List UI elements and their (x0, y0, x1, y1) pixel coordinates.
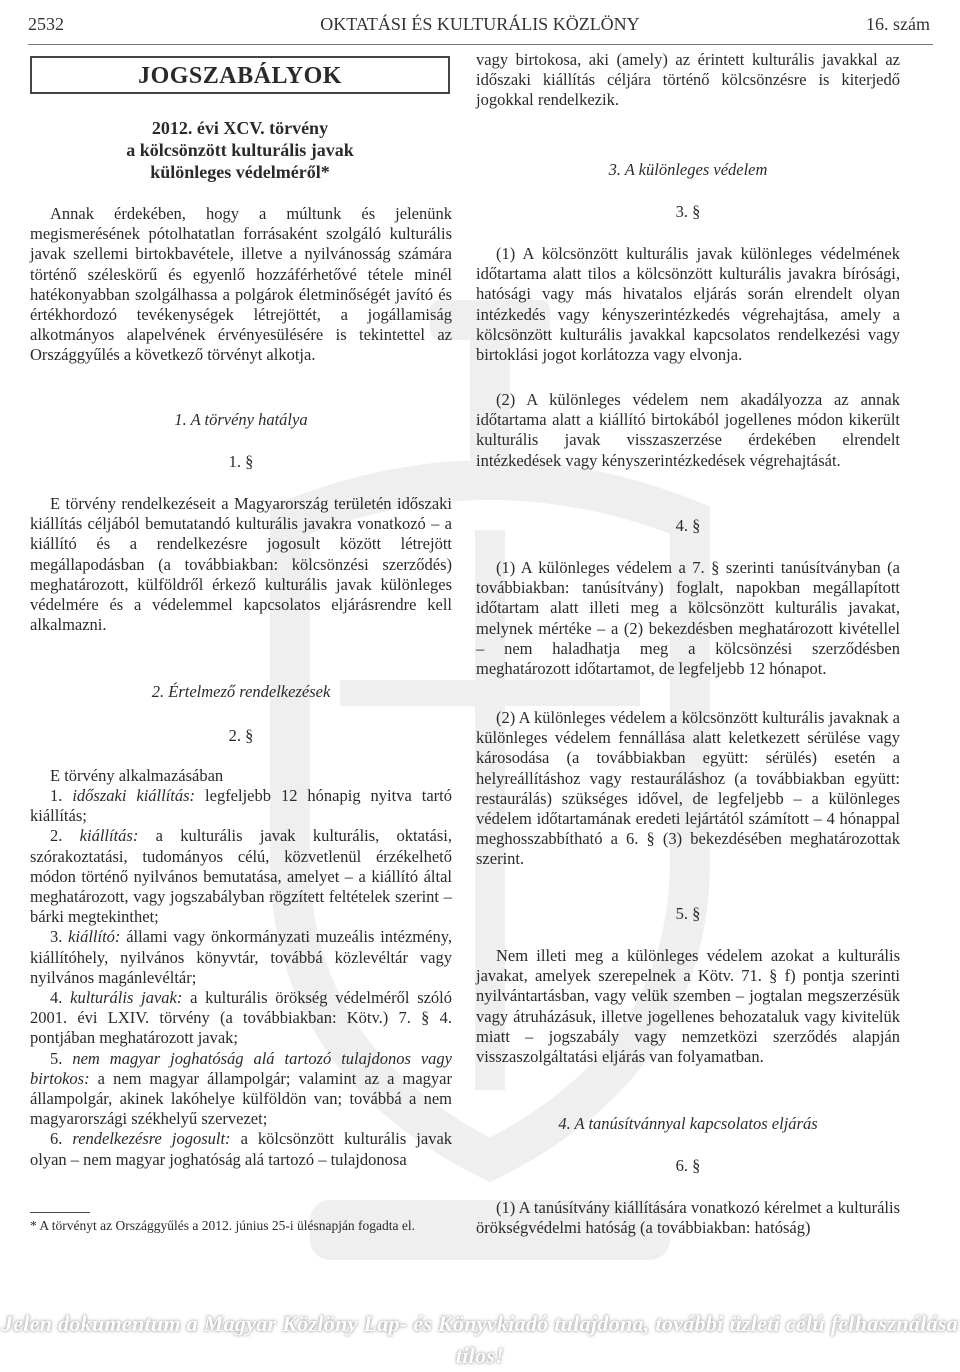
definition-text: legfeljebb 12 hónapig nyitva tartó kiállítás; (30, 786, 453, 826)
definition-text: a kulturális örökség védelméről szóló 2001. évi LXIV. törvény (a továbbiakban: Kötv.) 7. § 4. pontjában meghatározott javak; (30, 988, 453, 1048)
definition-item (30, 988, 452, 1049)
section-title: JOGSZABÁLYOK (30, 56, 450, 94)
definition-number: 5. (50, 1048, 63, 1068)
definition-continuation: vagy birtokosa, aki (amely) az érintett kulturális javakkal az időszaki kiállítás céljára történő kölcsönzésre is kiterjedő jogokkal rendelkezik. (476, 50, 900, 110)
definition-number: 2. (50, 826, 63, 846)
section-4-number: 4. § (675, 516, 701, 535)
definition-text: a nem magyar állampolgár; valamint az a magyar állampolgár, akinek lakóhelye külföldön van; továbbá a nem magyarországi székhelyű szervezet; (30, 1068, 452, 1129)
definition-number: 1. (50, 786, 63, 805)
header-divider (28, 44, 933, 45)
section-1-number: 1. § (228, 452, 254, 471)
definition-term: nem magyar joghatóság alá tartozó tulajdonos vagy birtokos: (30, 1048, 453, 1088)
section-2-intro: E törvény alkalmazásában (50, 766, 224, 785)
section-5-number: 5. § (675, 904, 701, 923)
copyright-watermark: Jelen dokumentum a Magyar Közlöny Lap- és Könyvkiadó tulajdona, további üzleti célú felhasználása tilos! (1, 1311, 959, 1368)
definition-item (30, 1049, 452, 1130)
footnote-divider (30, 1212, 90, 1213)
definition-term: kiállítás: (79, 826, 139, 846)
chapter-3-title: 3. A különleges védelem (608, 160, 768, 179)
definition-item (30, 786, 452, 826)
section-4-para-2: (2) A különleges védelem a kölcsönzött kulturális javaknak a különleges védelem fennállása alatt keletkezett sérülése vagy károsodása (a továbbiakban együtt: sérülés) esetén a helyreállításhoz vagy restauráláshoz (a továbbiakban együtt: restaurálás) szükséges idővel, de legfeljebb – a különleges védelem időtartamának eredeti lejártától számított – 4 hónappal meghosszabbítható a 6. § (3) bekezdésében meghatározottak szerint. (476, 708, 900, 869)
definition-term: kulturális javak: (70, 988, 183, 1008)
law-title-line3: különleges védelméről* (150, 162, 330, 182)
section-3-para-1: (1) A kölcsönzött kulturális javak különleges védelmének időtartama alatt tilos a kölcsönzött kulturális javakra bírósági, hatósági vagy más hivatalos eljárás során elrendelt olyan intézkedés vagy kényszerintézkedés végrehajtása, amely a kölcsönzött kulturális javakkal kapcsolatos rendelkezési vagy birtoklási jogot korlátozza vagy elvonja. (476, 244, 900, 365)
section-6-number: 6. § (675, 1156, 701, 1175)
chapter-1-title: 1. A törvény hatálya (174, 410, 308, 429)
section-1-text: E törvény rendelkezéseit a Magyarország területén időszaki kiállítás céljából bemutatandó kulturális javakra vonatkozó – a kiállító és a rendelkezésre jogosult között létrejött megállapodásban (a továbbiakban: kölcsönzési szerződés) meghatározott, külföldről érkező kulturális javak különleges védelmére és a védelemmel kapcsolatos eljárásrendre kell alkalmazni. (30, 494, 452, 635)
definition-text: állami vagy önkormányzati muzeális intézmény, kiállítóhely, nyilvános könyvtár, továbbá közlevéltár vagy nyilvános magánlevéltár; (30, 927, 452, 987)
section-3-para-2: (2) A különleges védelem nem akadályozza az annak időtartama alatt a kiállító birtokából jogellenes módon kikerült kulturális javak visszaszerzése érdekében elrendelt intézkedések vagy kényszerintézkedések végrehajtását. (476, 390, 900, 470)
section-5-para-1: Nem illeti meg a különleges védelem azokat a kulturális javakat, amelyek szerepelnek a Kötv. 71. § f) pontja szerinti nyilvántartásban, vagy velük szemben – jogtalan megszerzésük vagy átruházásuk, illetve jogellenes behozataluk vagy kivitelük miatt – jogszabály vagy nemzetközi szerződés alapján visszaszolgáltatási eljárás van folyamatban. (476, 946, 900, 1067)
chapter-2-title: 2. Értelmező rendelkezések (151, 682, 331, 701)
definition-item (30, 927, 452, 988)
law-title-line1: 2012. évi XCV. törvény (151, 118, 329, 138)
definition-number: 3. (50, 927, 63, 947)
definition-number: 6. (50, 1129, 63, 1149)
section-6-para-1: (1) A tanúsítvány kiállítására vonatkozó kérelmet a kulturális örökségvédelmi hatóság (a továbbiakban: hatóság) (476, 1198, 900, 1238)
issue-number: 16. szám (866, 14, 930, 34)
section-3-number: 3. § (675, 202, 701, 221)
definition-term: rendelkezésre jogosult: (72, 1129, 231, 1149)
definition-text: a kölcsönzött kulturális javak olyan – nem magyar joghatóság alá tartozó – tulajdonosa (30, 1129, 453, 1169)
definition-text: a kulturális javak kulturális, oktatási, szórakoztatási, tudományos célú, közvetlenül érzékelhető módon történő nyilvános bemutatása, amelyet – a kiállító által meghatározott, vagy jogszabályban rögzített feltételek szerint – bárki megtekinthet; (30, 826, 453, 927)
footnote: * A törvényt az Országgyűlés a 2012. június 25-i ülésnapján fogadta el. (30, 1218, 416, 1233)
definition-list (30, 786, 452, 1170)
definition-term: időszaki kiállítás: (72, 786, 196, 805)
definition-term: kiállító: (68, 927, 121, 947)
section-4-para-1: (1) A különleges védelem a 7. § szerinti tanúsítványban (a továbbiakban: tanúsítvány) foglalt, napokban megállapított időtartam alatt illeti meg a kölcsönzött kulturális javakat, melynek mértéke – a (2) bekezdésben meghatározott kivétellel – nem haladhatja meg a kölcsönzési szerződésben meghatározott időtartamot, de legfeljebb 12 hónapot. (476, 558, 900, 679)
definition-item (30, 1129, 452, 1169)
chapter-4-title: 4. A tanúsítvánnyal kapcsolatos eljárás (558, 1114, 818, 1133)
definition-number: 4. (50, 988, 63, 1008)
preamble: Annak érdekében, hogy a múltunk és jelenünk megismerésének pótolhatatlan forrásaként szolgáló kulturális javak szellemi birtokbavétele, illetve a nyilvánosság számára történő széleskörű és egyenlő hozzáférhetővé tétele minél hatékonyabban szolgálhassa a polgárok életminőségét javító és értékhordozó tevékenységek létrejöttét, a jogállamiság alkotmányos alapelvének érvényesülésére is tekintettel az Országgyűlés a következő törvényt alkotja. (30, 204, 452, 365)
page-number: 2532 (28, 14, 64, 34)
law-title-line2: a kölcsönzött kulturális javak (126, 140, 354, 160)
section-2-number: 2. § (228, 726, 254, 745)
journal-title: OKTATÁSI ÉS KULTURÁLIS KÖZLÖNY (320, 14, 640, 34)
definition-item (30, 826, 452, 927)
